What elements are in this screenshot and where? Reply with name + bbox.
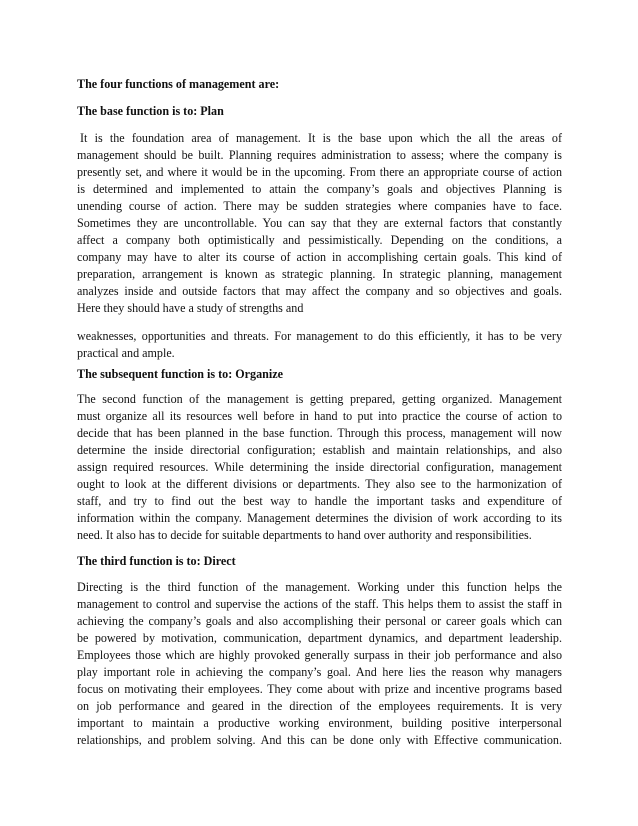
- text-line: management to control and supervise the actions of the staff. This helps them to assist the staff in: [77, 597, 562, 611]
- section-heading-direct: The third function is to: Direct: [77, 554, 236, 568]
- text-line: company may have to alter its course of action in accomplishing certain goals. This kind of: [77, 250, 562, 264]
- text-line: play important role in achieving the company’s goal. And here lies the reason why managers: [77, 665, 562, 679]
- text-line: relationships, and problem solving. And this can be done only with Effective communication.: [77, 733, 562, 747]
- text-line: The second function of the management is getting prepared, getting organized. Management: [77, 392, 562, 406]
- text-line: presently set, and where it would be in the upcoming. From there an appropriate course of action: [77, 165, 562, 179]
- section-heading-plan: The base function is to: Plan: [77, 104, 224, 118]
- text-line: Here they should have a study of strengths and: [77, 301, 304, 315]
- text-line: practical and ample.: [77, 346, 175, 360]
- text-line: on job performance and geared in the direction of the employees requirements. It is very: [77, 699, 562, 713]
- text-line: Directing is the third function of the management. Working under this function helps the: [77, 580, 562, 594]
- text-line: ought to look at the different divisions or departments. They also see to the harmonization of: [77, 477, 562, 491]
- text-line: decide that has been planned in the base function. Through this process, management will now: [77, 426, 562, 440]
- text-line: need. It also has to decide for suitable departments to hand over authority and responsibilities.: [77, 528, 532, 542]
- text-line: information within the company. Management determines the division of work according to its: [77, 511, 562, 525]
- text-line: be powered by motivation, communication, department dynamics, and department leadership.: [77, 631, 562, 645]
- text-line: is determined and implemented to attain the company’s goals and objectives Planning is: [77, 182, 562, 196]
- text-line: determine the inside directorial configuration; establish and maintain relationships, and also: [77, 443, 562, 457]
- text-line: important to maintain a productive working environment, building positive interpersonal: [77, 716, 562, 730]
- text-line: Employees those which are highly provoked generally surpass in their job performance and also: [77, 648, 562, 662]
- text-line: affect a company both optimistically and pessimistically. Depending on the conditions, a: [77, 233, 562, 247]
- text-line: preparation, arrangement is known as strategic planning. In strategic planning, management: [77, 267, 562, 281]
- document-title: The four functions of management are:: [77, 77, 280, 91]
- text-line: assign required resources. While determining the inside directorial configuration, management: [77, 460, 562, 474]
- text-line: Sometimes they are uncontrollable. You can say that they are external factors that constantly: [77, 216, 562, 230]
- text-line: management should be built. Planning requires administration to assess; where the company is: [77, 148, 562, 162]
- text-line: must organize all its resources well before in hand to put into practice the course of action to: [77, 409, 562, 423]
- text-line: It is the foundation area of management. It is the base upon which the all the areas of: [80, 131, 562, 145]
- text-line: focus on motivating their employees. They come about with prize and incentive programs based: [77, 682, 562, 696]
- text-line: achieving the company’s goals and also accomplishing their personal or career goals which can: [77, 614, 562, 628]
- text-line: weaknesses, opportunities and threats. For management to do this efficiently, it has to be very: [77, 329, 562, 343]
- text-line: analyzes inside and outside factors that may affect the company and so objectives and goals.: [77, 284, 562, 298]
- text-line: unending course of action. There may be sudden strategies where companies have to face.: [77, 199, 562, 213]
- text-line: staff, and try to find out the best way to handle the important tasks and expenditure of: [77, 494, 562, 508]
- section-heading-organize: The subsequent function is to: Organize: [77, 367, 283, 381]
